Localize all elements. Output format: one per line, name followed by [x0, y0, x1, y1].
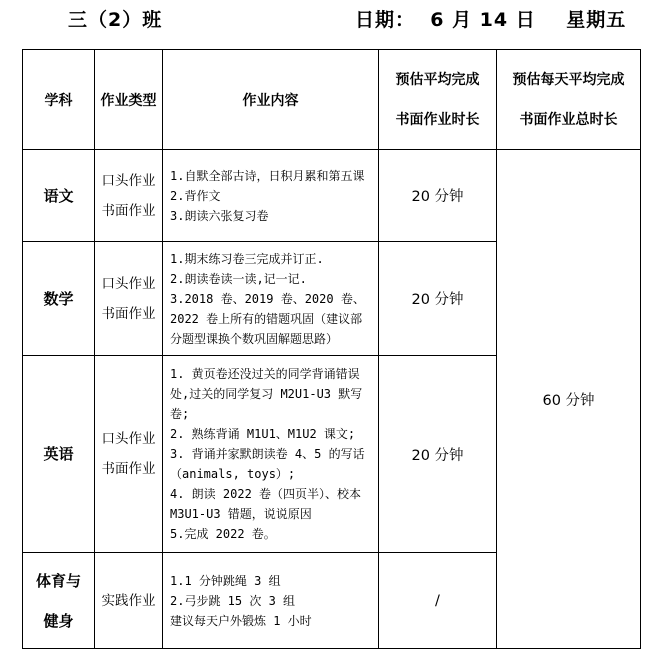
- subject-line: 体育与: [35, 571, 81, 590]
- header-avg-time-line2: 书面作业时长: [395, 111, 480, 128]
- content-item: 2.背作文: [170, 188, 221, 203]
- type-line: 口头作业: [101, 275, 156, 292]
- time-cell: 20 分钟: [379, 150, 497, 242]
- content-item: 3.朗读六张复习卷: [170, 208, 269, 223]
- content-item: 1.1 分钟跳绳 3 组: [170, 573, 281, 588]
- type-line: 书面作业: [101, 461, 156, 477]
- subject-cell: 英语: [23, 356, 95, 553]
- content-item: 1.期末练习卷三完成并订正.: [170, 251, 324, 266]
- subject-cell: 数学: [23, 242, 95, 356]
- header-type: 作业类型: [95, 50, 163, 150]
- content-item: 4. 朗读 2022 卷（四页半）、校本 M3U1-U3 错题，说说原因: [170, 487, 362, 521]
- content-item: 建议每天户外锻炼 1 小时: [170, 613, 312, 628]
- table-row-chinese: [23, 150, 641, 242]
- type-line: 书面作业: [101, 202, 156, 219]
- content-item: 1.自默全部古诗，日积月累和第五课: [170, 168, 365, 183]
- type-cell: [95, 356, 163, 553]
- type-line: 口头作业: [101, 431, 156, 447]
- subject-cell: [23, 553, 95, 649]
- content-cell: [163, 242, 379, 356]
- header-daily-total-line2: 书面作业总时长: [519, 111, 618, 128]
- time-cell: /: [379, 553, 497, 649]
- subject-line: 健身: [43, 611, 74, 630]
- header-daily-total-line1: 预估每天平均完成: [512, 71, 625, 88]
- header-avg-time: [379, 50, 497, 150]
- type-cell: [95, 242, 163, 356]
- time-cell: 20 分钟: [379, 242, 497, 356]
- time-cell: 20 分钟: [379, 356, 497, 553]
- homework-table: [22, 49, 641, 649]
- header-daily-total: [497, 50, 641, 150]
- header-avg-time-line1: 预估平均完成: [395, 71, 480, 88]
- content-cell: [163, 553, 379, 649]
- daily-total-cell: 60 分钟: [497, 150, 641, 649]
- header-content: 作业内容: [163, 50, 379, 150]
- content-cell: [163, 356, 379, 553]
- header-subject: 学科: [23, 50, 95, 150]
- type-line: 口头作业: [101, 172, 156, 189]
- subject-cell: 语文: [23, 150, 95, 242]
- content-item: 2.弓步跳 15 次 3 组: [170, 593, 296, 608]
- content-item: 5.完成 2022 卷。: [170, 527, 276, 541]
- content-item: 3. 背诵并家默朗读卷 4、5 的写话（animals, toys）;: [170, 447, 365, 481]
- type-cell: [95, 150, 163, 242]
- content-item: 1. 黄页卷还没过关的同学背诵错误处,过关的同学复习 M2U1-U3 默写卷;: [170, 367, 363, 421]
- class-name: 三（2）班: [68, 9, 163, 31]
- date-line: 日期： 6 月 14 日 星期五: [355, 9, 627, 31]
- header-row: [23, 50, 641, 150]
- type-cell: 实践作业: [95, 553, 163, 649]
- content-item: 3.2018 卷、2019 卷、2020 卷、2022 卷上所有的错题巩固（建议部分题型课换个数巩固解题思路）: [170, 291, 365, 346]
- content-item: 2.朗读卷读一读,记一记.: [170, 271, 307, 286]
- content-cell: [163, 150, 379, 242]
- type-line: 书面作业: [101, 305, 156, 322]
- content-item: 2. 熟练背诵 M1U1、M1U2 课文;: [170, 427, 356, 441]
